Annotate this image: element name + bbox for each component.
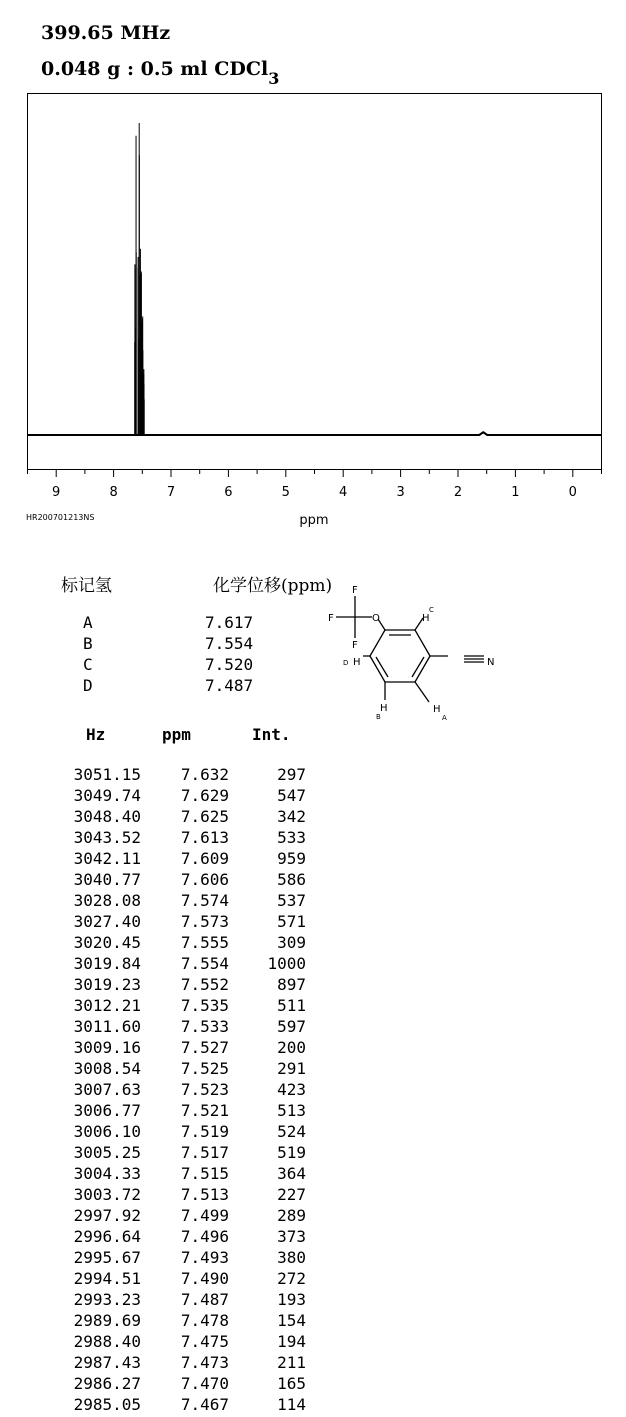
assignment-header-shift: 化学位移(ppm)	[213, 576, 333, 596]
position-a-label: A	[442, 714, 447, 722]
peak-hz: 2986.27	[73, 1374, 141, 1393]
peak-ppm: 7.475	[180, 1332, 229, 1351]
peak-row	[0, 1017, 320, 1038]
peak-int: 309	[277, 933, 306, 952]
peak-int: 200	[277, 1038, 306, 1057]
peak-row	[0, 1185, 320, 1206]
peak-row	[0, 1101, 320, 1122]
peak-hz: 2987.43	[73, 1353, 141, 1372]
peak-row	[0, 1164, 320, 1185]
peak-int: 211	[277, 1353, 306, 1372]
peak-hz: 3019.23	[73, 975, 141, 994]
peak-row	[0, 786, 320, 807]
peak-ppm: 7.554	[180, 954, 229, 973]
peak-ppm: 7.521	[180, 1101, 229, 1120]
peak-int: 364	[277, 1164, 306, 1183]
assignment-label: B	[83, 634, 93, 653]
peak-int: 342	[277, 807, 306, 826]
peak-int: 373	[277, 1227, 306, 1246]
x-axis-tick-labels	[52, 485, 577, 500]
peak-row	[0, 1332, 320, 1353]
peak-hz: 3006.10	[73, 1122, 141, 1141]
peak-int: 194	[277, 1332, 306, 1351]
peak-int: 597	[277, 1017, 306, 1036]
peak-ppm: 7.517	[180, 1143, 229, 1162]
peak-int: 524	[277, 1122, 306, 1141]
peak-int: 511	[277, 996, 306, 1015]
peak-hz: 3012.21	[73, 996, 141, 1015]
hydrogen-c-label: H	[422, 613, 430, 624]
peak-int: 272	[277, 1269, 306, 1288]
peak-ppm: 7.487	[180, 1290, 229, 1309]
peak-ppm: 7.573	[180, 912, 229, 931]
fluorine-top-label: F	[352, 585, 358, 596]
peak-row	[0, 1038, 320, 1059]
x-tick-label: 5	[281, 485, 290, 500]
peak-row	[0, 975, 320, 996]
peak-ppm: 7.609	[180, 849, 229, 868]
nmr-spectrum-chart	[0, 0, 626, 535]
peak-row	[0, 849, 320, 870]
x-axis-label: ppm	[299, 513, 329, 528]
spectrometer-frequency: 399.65 MHz	[41, 22, 171, 44]
peak-int: 586	[277, 870, 306, 889]
position-c-label: C	[429, 606, 434, 614]
peak-hz: 3028.08	[73, 891, 141, 910]
peak-ppm: 7.499	[180, 1206, 229, 1225]
peak-hz: 2985.05	[73, 1395, 141, 1414]
peak-int: 227	[277, 1185, 306, 1204]
peak-ppm: 7.555	[180, 933, 229, 952]
structure-bonds	[336, 596, 484, 702]
peak-ppm: 7.533	[180, 1017, 229, 1036]
assignment-shift: 7.554	[205, 634, 254, 653]
position-b-label: B	[376, 713, 381, 721]
peak-ppm: 7.467	[180, 1395, 229, 1414]
x-tick-label: 9	[52, 485, 61, 500]
peak-ppm: 7.632	[180, 765, 229, 784]
hydrogen-b-label: H	[380, 703, 388, 714]
peak-ppm: 7.490	[180, 1269, 229, 1288]
assignment-label: D	[83, 676, 93, 695]
peak-ppm: 7.523	[180, 1080, 229, 1099]
peak-row	[0, 1080, 320, 1101]
peak-hz: 3051.15	[73, 765, 141, 784]
peak-ppm: 7.513	[180, 1185, 229, 1204]
peak-row	[0, 1374, 320, 1395]
peak-hz: 2995.67	[73, 1248, 141, 1267]
peak-row	[0, 933, 320, 954]
peak-int: 193	[277, 1290, 306, 1309]
peak-hz: 3040.77	[73, 870, 141, 889]
peak-hz: 3048.40	[73, 807, 141, 826]
peak-hz: 2994.51	[73, 1269, 141, 1288]
peak-int: 533	[277, 828, 306, 847]
x-tick-label: 8	[109, 485, 118, 500]
peak-int: 423	[277, 1080, 306, 1099]
peak-hz: 3020.45	[73, 933, 141, 952]
peak-row	[0, 807, 320, 828]
x-tick-label: 6	[224, 485, 233, 500]
peak-hz: 3009.16	[73, 1038, 141, 1057]
peak-hz: 3008.54	[73, 1059, 141, 1078]
spectrum-id: HR200701213NS	[26, 513, 95, 522]
oxygen-label: O	[372, 613, 380, 624]
assignment-shift: 7.520	[205, 655, 254, 674]
peak-int: 165	[277, 1374, 306, 1393]
peak-row	[0, 996, 320, 1017]
peak-row	[0, 1353, 320, 1374]
plot-frame	[28, 94, 602, 470]
peak-table-header-hz: Hz	[86, 725, 106, 744]
peak-int: 959	[277, 849, 306, 868]
peak-ppm: 7.515	[180, 1164, 229, 1183]
peak-row	[0, 1290, 320, 1311]
peak-row	[0, 1395, 320, 1416]
peak-row	[0, 912, 320, 933]
peak-row	[0, 954, 320, 975]
assignment-shift: 7.487	[205, 676, 254, 695]
peak-hz: 2997.92	[73, 1206, 141, 1225]
molecule-structure	[322, 578, 502, 728]
peak-table-header-int: Int.	[252, 725, 291, 744]
sample-subscript: 3	[268, 69, 280, 88]
spectrum-baseline	[28, 432, 602, 435]
x-tick-label: 0	[568, 485, 577, 500]
peak-hz: 3007.63	[73, 1080, 141, 1099]
peak-row	[0, 1227, 320, 1248]
peak-hz: 2989.69	[73, 1311, 141, 1330]
nitrogen-label: N	[487, 657, 495, 668]
peak-row	[0, 1143, 320, 1164]
x-axis-ticks	[28, 470, 602, 478]
peak-ppm: 7.613	[180, 828, 229, 847]
assignment-label: A	[83, 613, 93, 632]
peak-ppm: 7.527	[180, 1038, 229, 1057]
fluorine-left-label: F	[328, 613, 334, 624]
peak-int: 114	[277, 1395, 306, 1414]
x-tick-label: 2	[453, 485, 463, 500]
peak-hz: 3049.74	[73, 786, 141, 805]
assignment-shift: 7.617	[205, 613, 254, 632]
peak-row	[0, 870, 320, 891]
peak-int: 291	[277, 1059, 306, 1078]
peak-ppm: 7.496	[180, 1227, 229, 1246]
peak-row	[0, 1059, 320, 1080]
structure-labels	[328, 585, 494, 722]
peak-row	[0, 1122, 320, 1143]
sample-text: 0.048 g : 0.5 ml CDCl	[41, 58, 269, 80]
peak-int: 297	[277, 765, 306, 784]
peak-ppm: 7.525	[180, 1059, 229, 1078]
peak-hz: 2993.23	[73, 1290, 141, 1309]
peak-ppm: 7.470	[180, 1374, 229, 1393]
peak-int: 289	[277, 1206, 306, 1225]
peak-hz: 3027.40	[73, 912, 141, 931]
peak-hz: 3011.60	[73, 1017, 141, 1036]
peak-int: 154	[277, 1311, 306, 1330]
peak-hz: 3003.72	[73, 1185, 141, 1204]
assignment-header-hydrogen: 标记氢	[61, 576, 112, 596]
peak-int: 519	[277, 1143, 306, 1162]
peak-row	[0, 1248, 320, 1269]
peak-hz: 2996.64	[73, 1227, 141, 1246]
peak-hz: 3019.84	[73, 954, 141, 973]
x-tick-label: 1	[511, 485, 520, 500]
peak-int: 380	[277, 1248, 306, 1267]
x-tick-label: 3	[396, 485, 405, 500]
peak-row	[0, 891, 320, 912]
peak-hz: 2988.40	[73, 1332, 141, 1351]
peak-hz: 3043.52	[73, 828, 141, 847]
peak-int: 513	[277, 1101, 306, 1120]
assignment-label: C	[83, 655, 93, 674]
hydrogen-a-label: H	[433, 704, 441, 715]
peak-hz: 3004.33	[73, 1164, 141, 1183]
peak-hz: 3006.77	[73, 1101, 141, 1120]
peak-row	[0, 1311, 320, 1332]
peak-int: 547	[277, 786, 306, 805]
spectrum-peaks	[135, 123, 144, 435]
position-d-label: D	[343, 659, 349, 667]
peak-row	[0, 1206, 320, 1227]
peak-hz: 3005.25	[73, 1143, 141, 1162]
peak-hz: 3042.11	[73, 849, 141, 868]
peak-table-header-ppm: ppm	[162, 725, 191, 744]
fluorine-bottom-label: F	[352, 640, 358, 651]
peak-row	[0, 765, 320, 786]
hydrogen-d-label: H	[353, 657, 361, 668]
peak-int: 537	[277, 891, 306, 910]
peak-ppm: 7.473	[180, 1353, 229, 1372]
peak-row	[0, 828, 320, 849]
peak-ppm: 7.478	[180, 1311, 229, 1330]
peak-ppm: 7.552	[180, 975, 229, 994]
x-tick-label: 7	[166, 485, 176, 500]
peak-ppm: 7.606	[180, 870, 229, 889]
peak-int: 897	[277, 975, 306, 994]
peak-ppm: 7.535	[180, 996, 229, 1015]
x-tick-label: 4	[339, 485, 348, 500]
peak-ppm: 7.574	[180, 891, 229, 910]
peak-int: 1000	[267, 954, 306, 973]
peak-int: 571	[277, 912, 306, 931]
peak-ppm: 7.519	[180, 1122, 229, 1141]
peak-ppm: 7.625	[180, 807, 229, 826]
peak-row	[0, 1269, 320, 1290]
peak-ppm: 7.629	[180, 786, 229, 805]
peak-ppm: 7.493	[180, 1248, 229, 1267]
